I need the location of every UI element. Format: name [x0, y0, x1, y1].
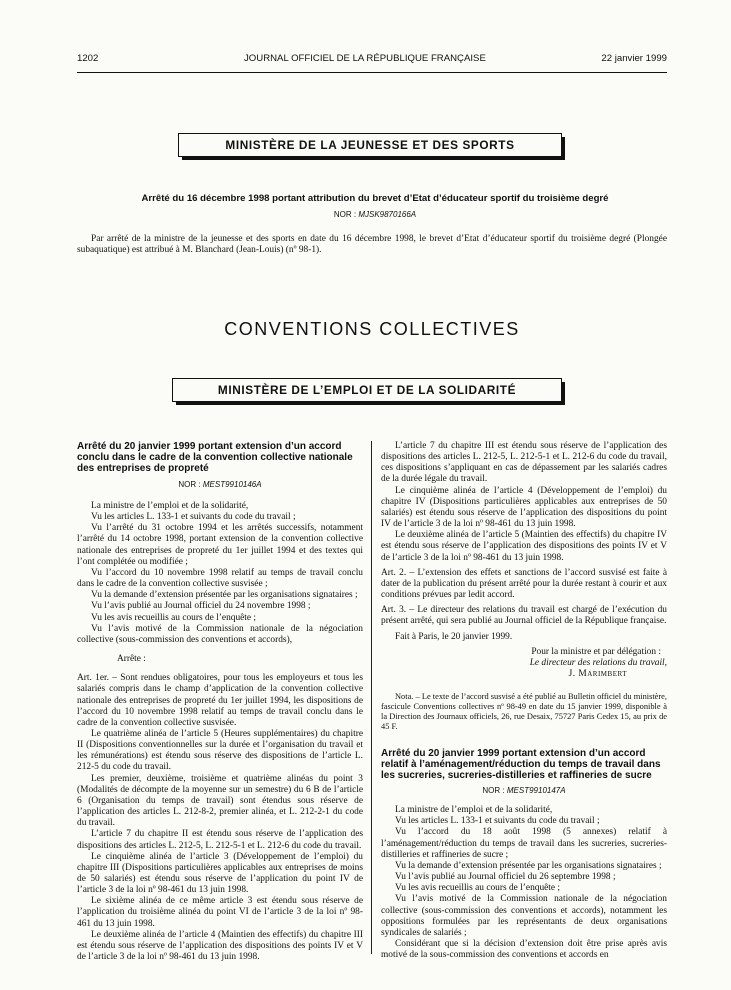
nor-code: MJSK9870166A	[358, 210, 417, 219]
running-header	[77, 53, 667, 69]
article-1: Art. 1er. – Sont rendues obligatoires, pour tous les employeurs et tous les salariés compris dans le champ d’application de la convention collective nationale des entreprises de propreté du 1er juillet 1994, les dispositions de l’accord du 10 novembre 1998 relatif au temps de travail conclu dans le cadre de la convention collective susvisée.	[77, 673, 363, 728]
nota: Nota. – Le texte de l’accord susvisé a été publié au Bulletin officiel du ministère, fascicule Conventions collectives nº 98-49 en date du 15 janvier 1999, disponible à la Direction des Journaux officiels, 26, rue Desaix, 75727 Paris Cedex 15, au prix de 45 F.	[381, 692, 667, 732]
paragraph: Vu l’avis motivé de la Commission nationale de la négociation collective (sous-commission des conventions et accords), notamment les oppositions formulées par les représentants de deux organisations syndicales de salariés ;	[381, 894, 667, 938]
nor-label: NOR :	[482, 786, 505, 796]
paragraph: La ministre de l’emploi et de la solidarité,	[395, 805, 553, 816]
signing-place-date: Fait à Paris, le 20 janvier 1999.	[395, 631, 513, 642]
page-number: 1202	[77, 53, 99, 64]
arrete-sucreries-title: Arrêté du 20 janvier 1999 portant extension d’un accord relatif à l’aménagement/réduction du temps de travail dans les sucreries, sucreries-distilleries et raffineries de sucre	[381, 748, 661, 782]
ministry-jeunesse-sports-title: MINISTÈRE DE LA JEUNESSE ET DES SPORTS	[178, 133, 562, 157]
paragraph: Vu l’accord du 18 août 1998 (5 annexes) relatif à l’aménagement/réduction du temps de travail dans les sucreries, sucreries-distilleries et raffineries de sucre ;	[381, 827, 667, 860]
column-divider	[371, 441, 372, 954]
ministry-emploi-solidarite-title: MINISTÈRE DE L’EMPLOI ET DE LA SOLIDARITÉ	[172, 378, 562, 402]
nor-label: NOR :	[333, 210, 357, 219]
nor-code: MEST9910146A	[202, 480, 262, 489]
article-2: Art. 2. – L’extension des effets et sanctions de l’accord susvisé est faite à dater de la publication du présent arrêté pour la durée restant à courir et aux conditions prévues par ledit accord.	[381, 567, 667, 601]
paragraph: Le deuxième alinéa de l’article 4 (Maintien des effectifs) du chapitre III est étendu sous réserve de l’application des dispositions des points IV et V de l’article 3 de la loi nº 98-461 du 13 juin 1998.	[77, 929, 363, 963]
header-rule	[77, 72, 667, 73]
brevet-body	[77, 234, 667, 256]
paragraph: Vu l’arrêté du 31 octobre 1994 et les arrêtés successifs, notamment l’arrêté du 14 octobre 1998, portant extension de la convention collective nationale des entreprises de propreté du 1er juillet 1994 et des textes qui l’ont complétée ou modifiée ;	[77, 523, 363, 567]
paragraph: Les premier, deuxième, troisième et quatrième alinéas du point 3 (Modalités de décompte de la moyenne sur un semestre) du 6 B de l’article 6 (Organisation du temps de travail) sont étendus sous réserve de l’application des articles L. 212-8-2, premier alinéa, et L. 212-2-1 du code du travail.	[77, 773, 363, 829]
paragraph: L’article 7 du chapitre III est étendu sous réserve de l’application des dispositions des articles L. 212-5, L. 212-5-1 et L. 212-6 du code du travail, ces dispositions s’appliquant en cas de dépassement par les salariés cadres de la durée légale du travail.	[381, 441, 667, 485]
signature-line: Pour la ministre et par délégation :	[531, 646, 661, 657]
right-column	[381, 441, 667, 961]
paragraph: Le cinquième alinéa de l’article 3 (Développement de l’emploi) du chapitre III (Dispositions particulières applicables aux entreprises de moins de 50 salariés) est étendu sous réserve de l’application du point IV de l’article 3 de la loi nº 98-461 du 13 juin 1998.	[77, 851, 363, 896]
article-3: Art. 3. – Le directeur des relations du travail est chargé de l’exécution du présent arrêté, qui sera publié au Journal officiel de la République française.	[381, 605, 667, 627]
paragraph: L’article 7 du chapitre II est étendu sous réserve de l’application des dispositions des articles L. 212-5, L. 212-5-1 et L. 212-6 du code du travail.	[77, 829, 363, 851]
arrete-word: Arrête :	[117, 654, 146, 665]
left-column	[77, 441, 363, 963]
paragraph: Le cinquième alinéa de l’article 4 (Développement de l’emploi) du chapitre IV (Dispositions particulières applicables aux entreprises de 50 salariés) est étendu sous réserve de l’application des dispositions du point IV de l’article 3 de la loi nº 98-461 du 13 juin 1998.	[381, 485, 667, 530]
paragraph: Vu les avis recueillis au cours de l’enquête ;	[91, 612, 257, 623]
paragraph: Le sixième alinéa de ce même article 3 est étendu sous réserve de l’application du troisième alinéa du point VI de l’article 3 de la loi nº 98-461 du 13 juin 1998.	[77, 896, 363, 929]
issue-date: 22 janvier 1999	[601, 53, 667, 64]
paragraph: La ministre de l’emploi et de la solidarité,	[91, 501, 249, 511]
paragraph: Vu la demande d’extension présentée par les organisations signataires ;	[91, 590, 358, 601]
paragraph: Vu l’avis publié au Journal officiel du 26 septembre 1998 ;	[395, 872, 616, 883]
paragraph: Le deuxième alinéa de l’article 5 (Maintien des effectifs) du chapitre IV est étendu sous réserve de l’application des dispositions des points IV et V de l’article 3 de la loi nº 98-461 du 13 juin 1998.	[381, 530, 667, 563]
paragraph: Considérant que si la décision d’extension doit être prise après avis motivé de la sous-commission des conventions et accords en	[381, 939, 667, 961]
signature-name: J. Marimbert	[568, 668, 627, 679]
arrete-brevet-title: Arrêté du 16 décembre 1998 portant attribution du brevet d’Etat d’éducateur sportif du troisième degré	[141, 193, 609, 204]
paragraph: Vu l’avis motivé de la Commission nationale de la négociation collective (sous-commission des conventions et accords),	[77, 623, 363, 645]
signature-title: Le directeur des relations du travail,	[529, 657, 667, 668]
brevet-paragraph: Par arrêté de la ministre de la jeunesse et des sports en date du 16 décembre 1998, le brevet d’Etat d’éducateur sportif du troisième degré (Plongée subaquatique) est attribué à M. Blanchard (Jean-Louis) (nº 98-1).	[77, 234, 667, 256]
nor-reference	[381, 786, 667, 795]
section-title: CONVENTIONS COLLECTIVES	[224, 319, 520, 339]
journal-title: JOURNAL OFFICIEL DE LA RÉPUBLIQUE FRANÇAISE	[244, 53, 486, 64]
arrete-proprete-title: Arrêté du 20 janvier 1999 portant extension d’un accord conclu dans le cadre de la convention collective nationale des entreprises de propreté	[77, 441, 353, 474]
paragraph: Vu les articles L. 133-1 et suivants du code du travail ;	[91, 512, 296, 523]
paragraph: Vu l’avis publié au Journal officiel du 24 novembre 1998 ;	[91, 601, 311, 612]
nor-label: NOR :	[178, 480, 201, 489]
nor-reference	[90, 210, 660, 219]
paragraph: Vu l’accord du 10 novembre 1998 relatif au temps de travail conclu dans le cadre de la convention collective susvisée ;	[77, 567, 363, 590]
paragraph: Vu la demande d’extension présentée par les organisations signataires ;	[395, 860, 662, 871]
nor-reference	[77, 480, 363, 489]
paragraph: Vu les articles L. 133-1 et suivants du code du travail ;	[395, 816, 600, 827]
paragraph: Le quatrième alinéa de l’article 5 (Heures supplémentaires) du chapitre II (Dispositions conventionnelles sur la durée et l’organisation du travail et les rémunérations) est étendu sous réserve des dispositions de l’article L. 212-5 du code du travail.	[77, 728, 363, 773]
nor-code: MEST9910147A	[506, 786, 566, 796]
paragraph: Vu les avis recueillis au cours de l’enquête ;	[395, 883, 561, 894]
